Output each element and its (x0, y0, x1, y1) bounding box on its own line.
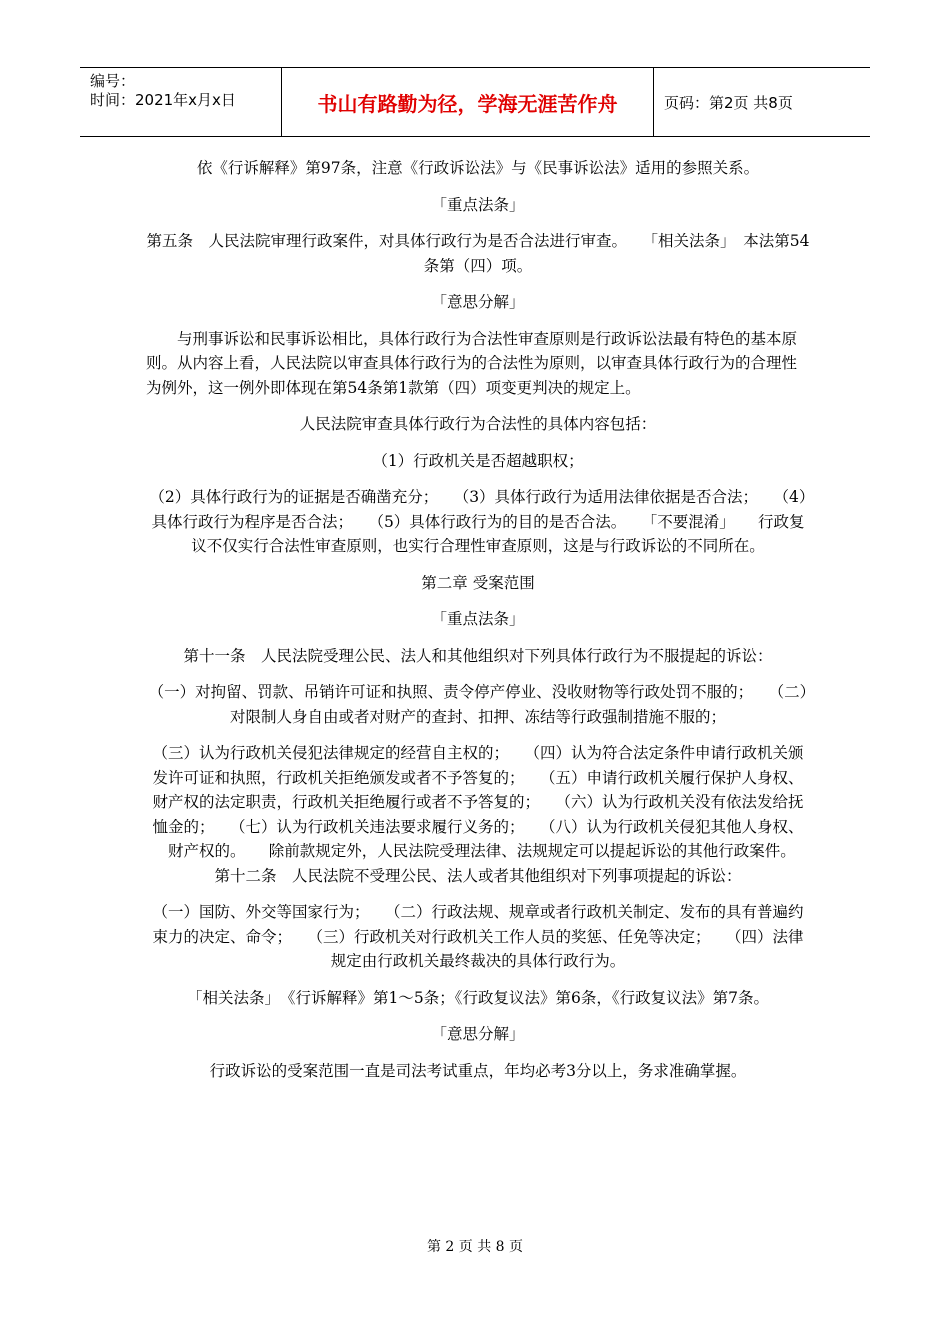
analysis-paragraph: 与刑事诉讼和民事诉讼相比，具体行政行为合法性审查原则是行政诉讼法最有特色的基本原则。从内容上看，人民法院以审查具体行政行为的合法性为原则，以审查具体行政行为的合理性为例外，这一例外即体现在第54条第1款第（四）项变更判决的规定上。 (146, 329, 798, 397)
review-items-2-5: （2）具体行政行为的证据是否确凿充分； （3）具体行政行为适用法律依据是否合法； （4）具体行政行为程序是否合法； （5）具体行政行为的目的是否合法。 「不要混淆」 行政复议不仅实行合法性审查原则，也实行合理性审查原则，这是与行政诉讼的不同所在。 (149, 488, 807, 555)
header-left-cell (80, 68, 282, 136)
page-footer: 第 2 页 共 8 页 (426, 1239, 524, 1255)
heading-analysis-2: 「意思分解」 (431, 1025, 525, 1043)
page-info: 页码：第2页 共8页 (664, 93, 793, 112)
paragraph-ref-97: 依《行诉解释》第97条，注意《行政诉讼法》与《民事诉讼法》适用的参照关系。 (196, 159, 760, 177)
heading-key-articles-2: 「重点法条」 (431, 610, 525, 628)
article-11-items-3-8: （三）认为行政机关侵犯法律规定的经营自主权的； （四）认为符合法定条件申请行政机关颁发许可证和执照，行政机关拒绝颁发或者不予答复的； （五）申请行政机关履行保护人身权、财产权的法定职责，行政机关拒绝履行或者不予答复的； （六）认为行政机关没有依法发给抚恤金的； （七）认为行政机关违法要求履行义务的； （八）认为行政机关侵犯其他人身权、财产权的。 除前款规定外，人民法院受理法律、法规规定可以提起诉讼的其他行政案件。 第十二条 人民法院不受理公民、法人或者其他组织对下列事项提起的诉讼： (152, 744, 820, 885)
article-12-items: （一）国防、外交等国家行为； （二）行政法规、规章或者行政机关制定、发布的具有普遍约束力的决定、命令； （三）行政机关对行政机关工作人员的奖惩、任免等决定； （四）法律规定由行政机关最终裁决的具体行政行为。 (152, 903, 804, 970)
article-5: 第五条 人民法院审理行政案件，对具体行政行为是否合法进行审查。 「相关法条」 本法第54条第（四）项。 (146, 232, 810, 275)
heading-analysis: 「意思分解」 (431, 293, 525, 311)
related-articles: 「相关法条」 《行诉解释》第1～5条；《行政复议法》第6条，《行政复议法》第7条。 (187, 988, 769, 1007)
article-11: 第十一条 人民法院受理公民、法人和其他组织对下列具体行政行为不服提起的诉讼： (183, 646, 773, 665)
heading-key-articles: 「重点法条」 (431, 195, 525, 214)
page-header (80, 67, 870, 137)
scope-note: 行政诉讼的受案范围一直是司法考试重点，年均必考3分以上，务求准确掌握。 (209, 1061, 747, 1080)
review-content-intro: 人民法院审查具体行政行为合法性的具体内容包括： (299, 415, 657, 433)
review-item-1: （1）行政机关是否超越职权； (372, 451, 584, 470)
code-label: 编号： (90, 72, 136, 90)
article-11-items-1-2: （一）对拘留、罚款、吊销许可证和执照、责令停产停业、没收财物等行政处罚不服的； （二）对限制人身自由或者对财产的查封、扣押、冻结等行政强制措施不服的； (148, 683, 808, 726)
motto: 书山有路勤为径，学海无涯苦作舟 (282, 68, 654, 136)
chapter-title: 第二章 受案范围 (421, 573, 535, 592)
document-body (146, 156, 820, 1095)
date-label: 时间：2021年x月x日 (90, 91, 236, 109)
